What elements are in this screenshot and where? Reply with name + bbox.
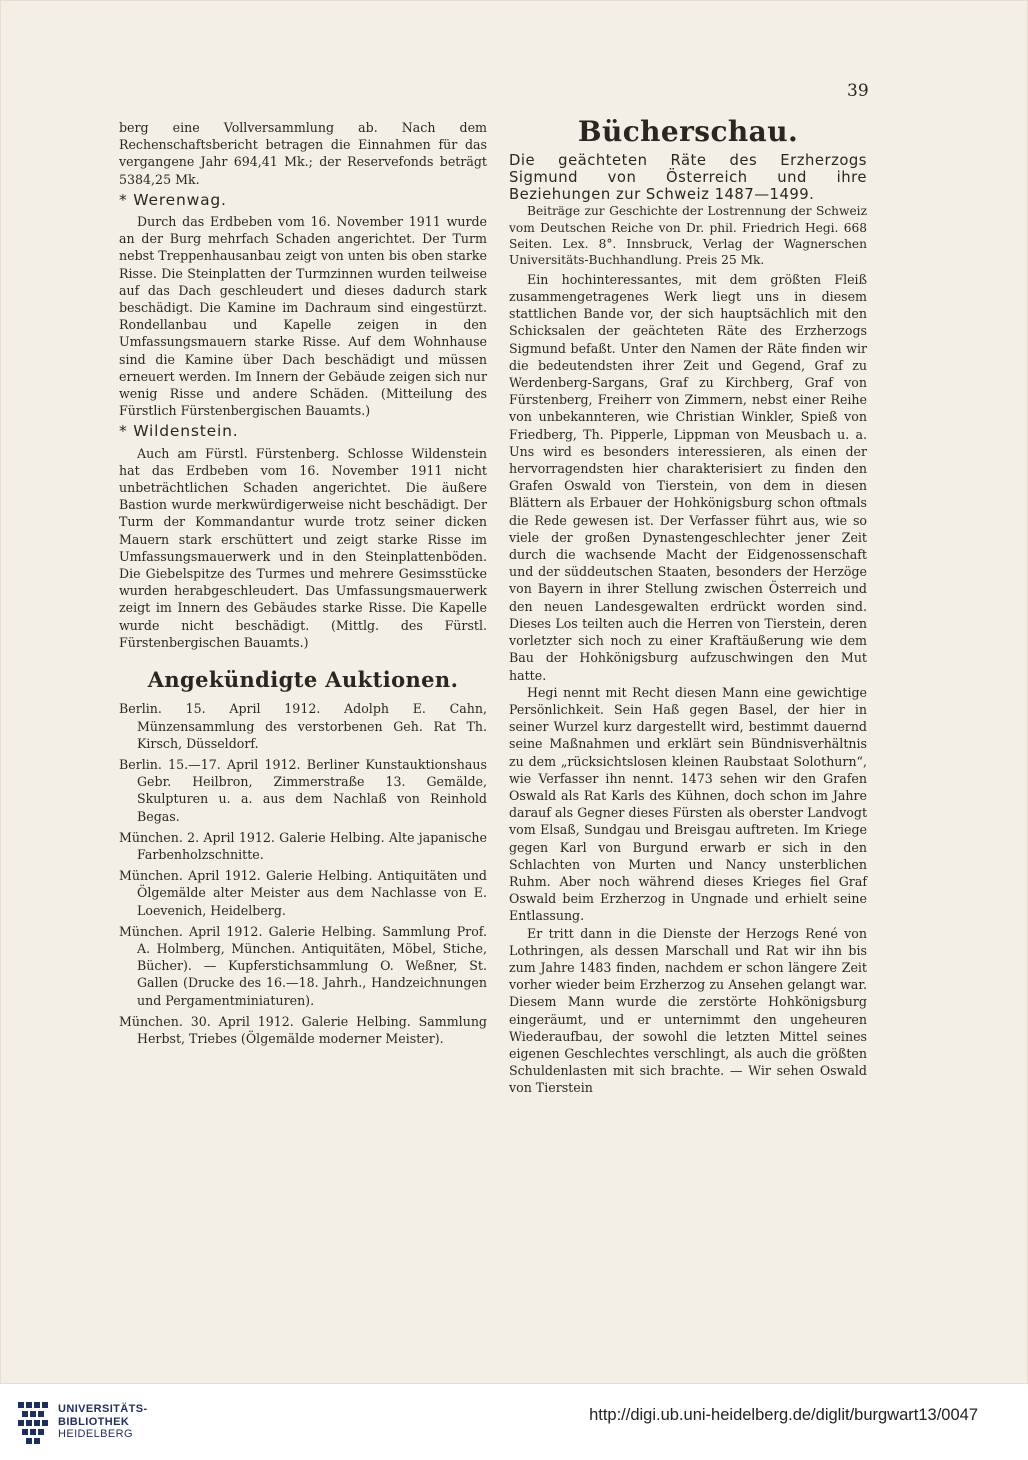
wildenstein-body: Auch am Fürstl. Fürstenberg. Schlosse Wildenstein hat das Erdbeben vom 16. November 1911 nicht unbeträchtlichen Schaden angerichtet. Die äußere Bastion wurde merkwürdigerweise nicht beschädigt. Der Turm der Kommandantur wurde trotz seiner dicken Mauern stark erschüttert und zeigt starke Risse im Umfassungsmauerwerk und in den Steinplattenböden. Die Giebelspitze des Turmes und mehrere Gesimsstücke wurden herabgeschleudert. Das Umfassungsmauerwerk zeigt im Innern des Gebäudes starke Risse. Die Kapelle wurde nicht beschädigt. (Mittlg. des Fürstl. Fürstenbergischen Bauamts.) [119,445,487,650]
auction-item: Berlin. 15.—17. April 1912. Berliner Kunstauktionshaus Gebr. Heilbron, Zimmerstraße 13. Gemälde, Skulpturen u. a. aus dem Nachlaß von Reinhold Begas. [119,756,487,824]
library-name-line: BIBLIOTHEK [58,1415,130,1428]
auction-item: München. 30. April 1912. Galerie Helbing. Sammlung Herbst, Triebes (Ölgemälde moderner Meister). [119,1013,487,1046]
library-name [58,1403,148,1441]
book-metadata: Beiträge zur Geschichte der Lostrennung der Schweiz vom Deutschen Reiche von Dr. phil. Friedrich Hegi. 668 Seiten. Lex. 8°. Innsbruck, Verlag der Wagnerschen Universitäts-Buchhandlung. Preis 25 Mk. [509,204,867,268]
source-url-link[interactable]: http://digi.ub.uni-heidelberg.de/diglit/burgwart13/0047 [589,1406,978,1424]
auction-item: München. April 1912. Galerie Helbing. Antiquitäten und Ölgemälde alter Meister aus dem Nachlasse von E. Loevenich, Heidelberg. [119,868,487,918]
library-logo-icon [16,1398,52,1446]
review-paragraph: Hegi nennt mit Recht diesen Mann eine gewichtige Persönlichkeit. Sein Haß gegen Basel, der hier in seiner Wurzel kurz dargestellt wird, bestimmt dauernd seine Maßnahmen und erklärt sein Bündnisverhältnis zu dem „rücksichtslosen kleinen Raubstaat Solothurn“, wie Verfasser ihn nennt. 1473 sehen wir den Grafen Oswald als Rat Karls des Kühnen, doch schon im Jahre darauf als Gegner dieses Fürsten als oberster Landvogt vom Elsaß, Sundgau und Breisgau auftreten. Im Kriege gegen Karl von Burgund erwarb er sich in den Schlachten von Murten und Nancy unsterblichen Ruhm. Aber noch während dieses Krieges fiel Graf Oswald beim Erzherzog in Ungnade und erhielt seine Entlassung. [509,684,867,924]
right-column [509,115,867,1097]
auction-item: München. April 1912. Galerie Helbing. Sammlung Prof. A. Holmberg, München. Antiquitäten, Möbel, Stiche, Bücher). — Kupferstichsammlung O. Weßner, St. Gallen (Drucke des 16.—18. Jahrh., Handzeichnungen und Pergamentminiaturen). [119,923,487,1008]
wildenstein-heading: * Wildenstein. [119,422,239,441]
auction-item: Berlin. 15. April 1912. Adolph E. Cahn, Münzensammlung des verstorbenen Geh. Rat Th. Kirsch, Düsseldorf. [119,701,487,751]
werenwag-heading: * Werenwag. [119,190,227,209]
library-name-line: UNIVERSITÄTS- [58,1403,148,1415]
section-heading-buecherschau: Bücherschau. [577,115,799,148]
page-number: 39 [847,81,869,101]
library-name-line: HEIDELBERG [58,1428,133,1441]
intro-paragraph: berg eine Vollversammlung ab. Nach dem Rechenschaftsbericht betragen die Einnahmen für das vergangene Jahr 694,41 Mk.; der Reservefonds beträgt 5384,25 Mk. [119,120,487,187]
review-paragraph: Er tritt dann in die Dienste der Herzogs René von Lothringen, als dessen Marschall und Rat wir ihn bis zum Jahre 1483 finden, nachdem er schon längere Zeit vorher wieder beim Erzherzog zu Ansehen gelangt war. Diesem Mann wurde die zerstörte Hohkönigsburg eingeräumt, und er unternimmt den ungeheuren Wiederaufbau, der sowohl die letzten Mittel seines eigenen Geschlechtes verschlingt, als auch die größten Schuldenlasten mit sich brachte. — Wir sehen Oswald von Tierstein [509,925,867,1096]
auctions-heading: Angekündigte Auktionen. [147,667,459,693]
review-paragraph: Ein hochinteressantes, mit dem größten Fleiß zusammengetragenes Werk liegt uns in diesem stattlichen Bande vor, der sich hauptsächlich mit den Schicksalen der geächteten Räte des Erzherzogs Sigmund befaßt. Unter den Namen der Räte finden wir die bedeutendsten ihrer Zeit und Gegend, Graf zu Werdenberg-Sargans, Graf zu Kirchberg, Graf von Fürstenberg, Freiherr von Zimmern, nebst einer Reihe von unbekannteren, wie Christian Winkler, Spieß von Friedberg, Th. Pipperle, Lippman von Meusbach u. a. Uns wird es besonders interessieren, als einen der hervorragendsten hier charakterisiert zu finden den Grafen Oswald von Tierstein, von dem in diesen Blättern als Erbauer der Hohkönigsburg schon oftmals die Rede gewesen ist. Der Verfasser führt aus, wie so viele der großen Dynastengeschlechter jener Zeit durch die wachsende Macht der Eidgenossenschaft und der süddeutschen Staaten, besonders der Herzöge von Bayern in ihrer Stellung zwischen Österreich und den neuen Landesgewalten erdrückt worden sind. Dieses Los teilten auch die Herren von Tierstein, deren vorletzter sich noch zu einer Kraftäußerung wie dem Bau der Hohkönigsburg aufzuschwingen den Mut hatte. [509,271,867,683]
digitization-footer [0,1384,1028,1460]
auction-item: München. 2. April 1912. Galerie Helbing. Alte japanische Farbenholzschnitte. [119,829,487,862]
left-column [119,119,487,1051]
book-title: Die geächteten Räte des Erzherzogs Sigmund von Österreich und ihre Beziehungen zur Schweiz 1487—1499. [509,152,867,204]
werenwag-body: Durch das Erdbeben vom 16. November 1911 wurde an der Burg mehrfach Schaden angerichtet. Der Turm nebst Treppenhausanbau zeigt von unten bis oben starke Risse. Die Steinplatten der Turmzinnen wurden teilweise auf das Dach geschleudert und dieses dadurch stark beschädigt. Die Kamine im Dachraum sind eingestürzt. Rondellanbau und Kapelle zeigen in den Umfassungsmauern starke Risse. Auf dem Wohnhause sind die Kamine über Dach beschädigt und müssen erneuert werden. Im Innern der Gebäude zeigen sich nur wenig Risse und andere Schäden. (Mitteilung des Fürstlich Fürstenbergischen Bauamts.) [119,214,487,419]
